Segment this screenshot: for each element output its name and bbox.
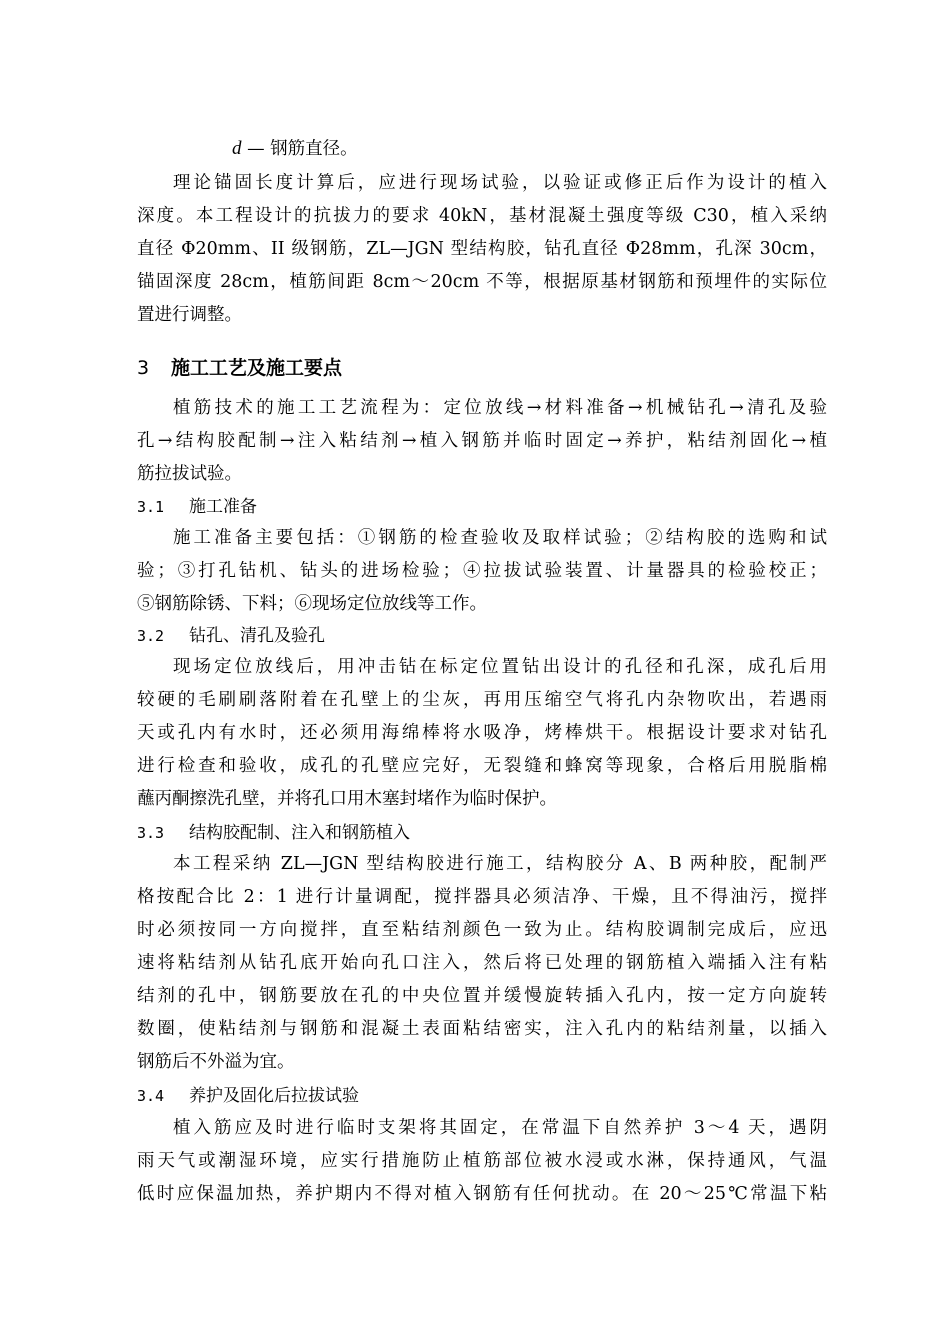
paragraph-line: 本工程采纳 ZL—JGN 型结构胶进行施工，结构胶分 A、B 两种胶，配制严 — [173, 854, 827, 874]
paragraph-line: 筋拉拔试验。 — [137, 464, 242, 484]
paragraph-line: 时必须按同一方向搅拌，直至粘结剂颜色一致为止。结构胶调制完成后，应迅 — [137, 920, 827, 940]
paragraph-line: 植筋技术的施工工艺流程为：定位放线→材料准备→机械钻孔→清孔及验 — [173, 398, 827, 418]
paragraph-preparation — [137, 522, 827, 621]
paragraph-line: 植入筋应及时进行临时支架将其固定，在常温下自然养护 3～4 天，遇阴 — [173, 1118, 827, 1138]
variable-symbol: d — [232, 138, 242, 159]
paragraph-line: 深度。本工程设计的抗拔力的要求 40kN，基材混凝土强度等级 C30，植入采纳 — [137, 206, 827, 226]
paragraph-line: 结剂的孔中，钢筋要放在孔的中央位置并缓慢旋转插入孔内，按一定方向旋转 — [137, 986, 827, 1006]
paragraph-line: ⑤钢筋除锈、下料；⑥现场定位放线等工作。 — [137, 594, 487, 614]
variable-description: — 钢筋直径。 — [241, 139, 358, 159]
paragraph-line: 现场定位放线后，用冲击钻在标定位置钻出设计的孔径和孔深，成孔后用 — [173, 657, 827, 677]
paragraph-line: 天或孔内有水时，还必须用海绵棒将水吸净，烤棒烘干。根据设计要求对钻孔 — [137, 723, 827, 743]
paragraph-process-flow — [137, 392, 827, 491]
section-title: 结构胶配制、注入和钢筋植入 — [189, 823, 410, 843]
section-title: 养护及固化后拉拔试验 — [189, 1086, 359, 1106]
paragraph-line: 理论锚固长度计算后，应进行现场试验，以验证或修正后作为设计的植入 — [173, 173, 827, 193]
paragraph-line: 较硬的毛刷刷落附着在孔壁上的尘灰，再用压缩空气将孔内杂物吹出，若遇雨 — [137, 690, 827, 710]
section-heading-3-1 — [137, 492, 257, 522]
paragraph-curing — [137, 1112, 827, 1211]
paragraph-line: 蘸丙酮擦洗孔壁，并将孔口用木塞封堵作为临时保护。 — [137, 789, 557, 809]
paragraph-line: 雨天气或潮湿环境，应实行措施防止植筋部位被水浸或水淋，保持通风，气温 — [137, 1151, 827, 1171]
paragraph-line: 数圈，使粘结剂与钢筋和混凝土表面粘结密实，注入孔内的粘结剂量，以插入 — [137, 1019, 827, 1039]
variable-definition — [232, 134, 358, 164]
paragraph-drilling — [137, 651, 827, 816]
paragraph-line: 速将粘结剂从钻孔底开始向孔口注入，然后将已处理的钢筋植入端插入注有粘 — [137, 953, 827, 973]
paragraph-line: 钢筋后不外溢为宜。 — [137, 1052, 295, 1072]
paragraph-glue-injection — [137, 848, 827, 1079]
section-number: 3 — [137, 357, 150, 379]
paragraph-line: 孔→结构胶配制→注入粘结剂→植入钢筋并临时固定→养护，粘结剂固化→植 — [137, 431, 827, 451]
paragraph-line: 置进行调整。 — [137, 305, 242, 325]
section-heading-3 — [137, 353, 342, 383]
section-heading-3-2 — [137, 621, 325, 651]
paragraph-line: 格按配合比 2：1 进行计量调配，搅拌器具必须洁净、干燥，且不得油污，搅拌 — [137, 887, 827, 907]
paragraph-line: 施工准备主要包括：①钢筋的检查验收及取样试验；②结构胶的选购和试 — [173, 528, 827, 548]
section-number: 3.3 — [137, 824, 165, 842]
section-number: 3.1 — [137, 498, 165, 516]
section-title: 施工工艺及施工要点 — [171, 357, 343, 379]
section-title: 施工准备 — [189, 497, 257, 517]
paragraph-line: 直径 Φ20mm、II 级钢筋，ZL—JGN 型结构胶，钻孔直径 Φ28mm，孔深 30cm， — [137, 239, 827, 259]
paragraph-anchorage-depth — [137, 167, 827, 332]
paragraph-line: 进行检查和验收，成孔的孔壁应完好，无裂缝和蜂窝等现象，合格后用脱脂棉 — [137, 756, 827, 776]
section-number: 3.2 — [137, 627, 165, 645]
section-heading-3-4 — [137, 1081, 359, 1111]
section-title: 钻孔、清孔及验孔 — [189, 626, 325, 646]
section-heading-3-3 — [137, 818, 410, 848]
section-number: 3.4 — [137, 1087, 165, 1105]
paragraph-line: 锚固深度 28cm，植筋间距 8cm～20cm 不等，根据原基材钢筋和预埋件的实际位 — [137, 272, 827, 292]
paragraph-line: 低时应保温加热，养护期内不得对植入钢筋有任何扰动。在 20～25℃常温下粘 — [137, 1184, 827, 1204]
paragraph-line: 验；③打孔钻机、钻头的进场检验；④拉拔试验装置、计量器具的检验校正； — [137, 561, 827, 581]
